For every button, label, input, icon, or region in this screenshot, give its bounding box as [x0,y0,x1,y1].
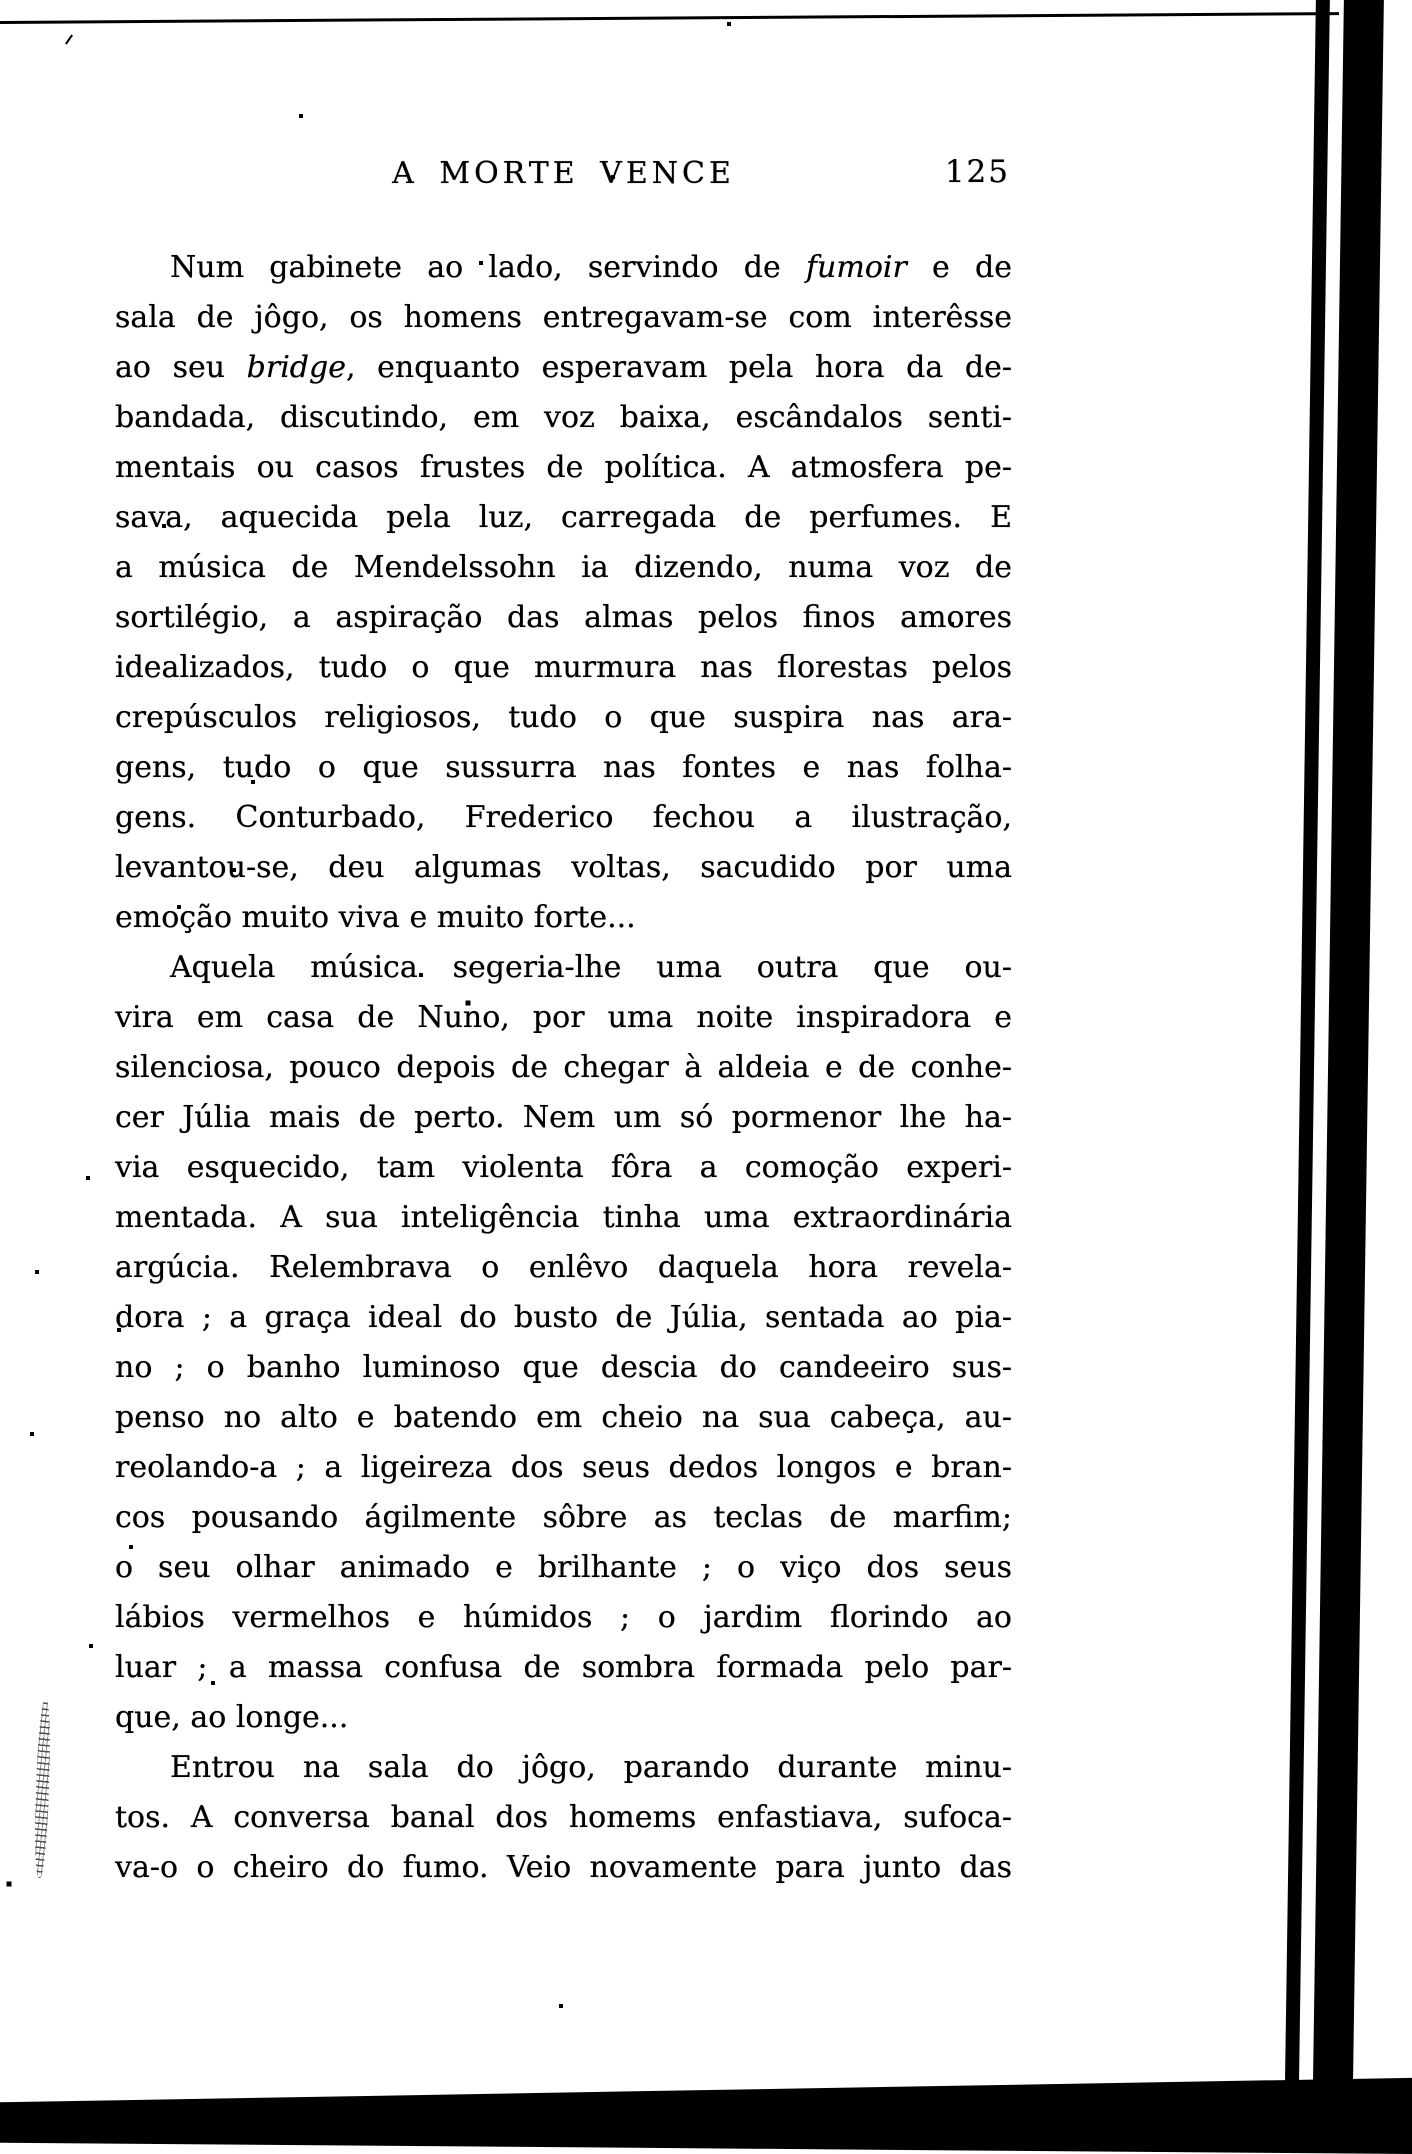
text-line [115,243,1012,293]
text-line [115,1243,1012,1293]
text-line [115,343,1012,393]
text-segment: tos. A conversa banal dos homems enfastiava, sufoca- [115,1800,1012,1835]
text-line [115,793,1012,843]
text-line [115,1743,1012,1793]
text-segment: reolando-a ; a ligeireza dos seus dedos longos e bran- [115,1450,1012,1485]
text-line [115,1643,1012,1693]
italic-text-segment: fumoir [805,250,907,285]
text-line [115,493,1012,543]
text-segment: no ; o banho luminoso que descia do candeeiro sus- [115,1350,1012,1385]
scan-noise-speckles [0,0,2,2]
text-segment: ao seu [115,350,247,385]
scan-edge-bottom-band [0,2060,1412,2154]
text-line [115,1593,1012,1643]
scan-stray-mark [65,34,73,44]
text-line [115,1793,1012,1843]
text-line [115,543,1012,593]
text-line [115,293,1012,343]
text-segment: emoção muito viva e muito forte... [115,900,636,935]
text-segment: gens, tudo o que sussurra nas fontes e nas folha- [115,750,1012,785]
text-line [115,1143,1012,1193]
text-line [115,1343,1012,1393]
text-segment: via esquecido, tam violenta fôra a comoção experi- [115,1150,1012,1185]
text-segment: sortilégio, a aspiração das almas pelos finos amores [115,600,1012,635]
text-line [115,1543,1012,1593]
text-line [115,393,1012,443]
text-segment: sala de jôgo, os homens entregavam-se com interêsse [115,300,1012,335]
text-segment: e de [906,250,1012,285]
text-segment: , enquanto esperavam pela hora da de- [345,350,1012,385]
scan-edge-top-line [0,12,1339,24]
text-line [115,893,1012,943]
page-header [115,156,1012,202]
text-line [115,743,1012,793]
text-segment: mentais ou casos frustes de política. A atmosfera pe- [115,450,1012,485]
running-title: A MORTE VENCE [392,156,735,191]
text-line [115,1093,1012,1143]
text-line [115,993,1012,1043]
text-line [115,643,1012,693]
text-segment: va-o o cheiro do fumo. Veio novamente para junto das [115,1850,1012,1885]
text-segment: Aquela música segeria-lhe uma outra que ou- [170,950,1012,985]
text-line [115,1393,1012,1443]
text-segment: vira em casa de Nuno, por uma noite inspiradora e [115,1000,1012,1035]
text-segment: levantou-se, deu algumas voltas, sacudido por uma [115,850,1012,885]
text-segment: Entrou na sala do jôgo, parando durante minu- [170,1750,1012,1785]
text-segment: penso no alto e batendo em cheio na sua cabeça, au- [115,1400,1012,1435]
text-segment: crepúsculos religiosos, tudo o que suspira nas ara- [115,700,1012,735]
scan-smudge-left-margin [33,1700,52,1878]
text-segment: argúcia. Relembrava o enlêvo daquela hora revela- [115,1250,1012,1285]
text-segment: dora ; a graça ideal do busto de Júlia, sentada ao pia- [115,1300,1012,1335]
text-segment: que, ao longe... [115,1700,349,1735]
text-segment: mentada. A sua inteligência tinha uma extraordinária [115,1200,1012,1235]
text-line [115,1293,1012,1343]
text-segment: gens. Conturbado, Frederico fechou a ilustração, [115,800,1012,835]
text-segment: cos pousando ágilmente sôbre as teclas de marfim; [115,1500,1012,1535]
text-line [115,1493,1012,1543]
text-segment: lábios vermelhos e húmidos ; o jardim florindo ao [115,1600,1012,1635]
text-segment: sava, aquecida pela luz, carregada de perfumes. E [115,500,1012,535]
text-line [115,1693,1012,1743]
italic-text-segment: bridge [246,350,346,385]
text-line [115,1843,1012,1893]
text-line [115,443,1012,493]
text-segment: Num gabinete ao lado, servindo de [170,250,806,285]
text-line [115,1443,1012,1493]
text-line [115,843,1012,893]
body-text [115,243,1012,1893]
text-segment: cer Júlia mais de perto. Nem um só pormenor lhe ha- [115,1100,1012,1135]
scan-edge-right-bars [1285,0,1386,2103]
page-number: 125 [944,154,1010,190]
text-line [115,1193,1012,1243]
text-segment: luar ; a massa confusa de sombra formada pelo par- [115,1650,1012,1685]
text-segment: o seu olhar animado e brilhante ; o viço dos seus [115,1550,1012,1585]
text-segment: bandada, discutindo, em voz baixa, escândalos senti- [115,400,1012,435]
text-line [115,593,1012,643]
text-line [115,943,1012,993]
text-segment: silenciosa, pouco depois de chegar à aldeia e de conhe- [115,1050,1012,1085]
text-segment: idealizados, tudo o que murmura nas florestas pelos [115,650,1012,685]
text-line [115,693,1012,743]
text-line [115,1043,1012,1093]
text-segment: a música de Mendelssohn ia dizendo, numa voz de [115,550,1012,585]
